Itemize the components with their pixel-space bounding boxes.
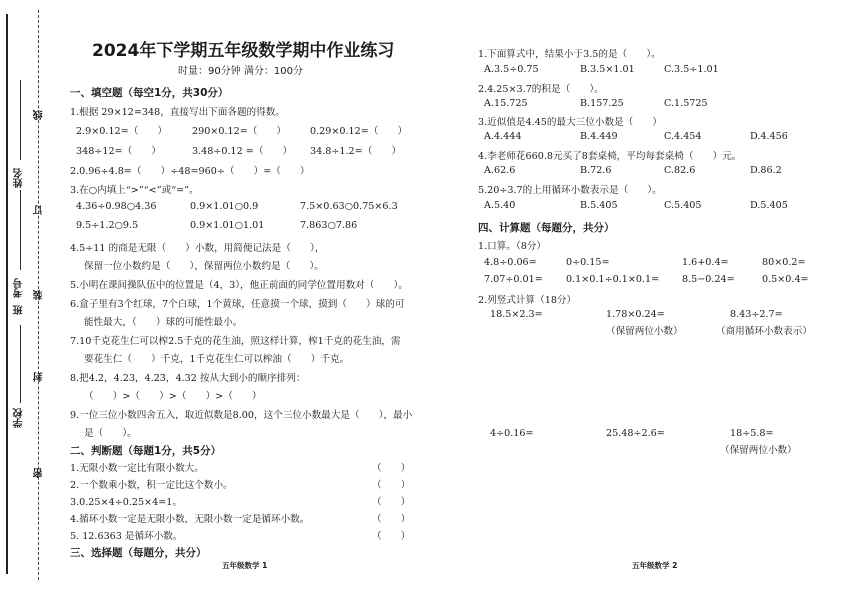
fill-q5: 5.小明在课间操队伍中的位置是（4，3），他正前面的同学位置用数对（ ）。: [70, 280, 408, 291]
choice-option: B.4.449: [580, 131, 618, 142]
choice-q5: 5.20÷3.7的上用循环小数表示是（ ）。: [478, 185, 662, 196]
id-write-line: [20, 190, 21, 270]
section1-heading: 一、填空题（每空1分，共30分）: [70, 87, 229, 99]
choice-option: D.5.4̇05̇: [750, 200, 788, 211]
choice-option: D.4.456: [750, 131, 788, 142]
margin-label-school: 学校: [14, 408, 25, 428]
oral-item: 1.6+0.4=: [682, 257, 729, 268]
oral-item: 0÷0.15=: [566, 257, 610, 268]
choice-option: A.62.6: [484, 165, 516, 176]
exam-title: 2024年下学期五年级数学期中作业练习: [92, 41, 395, 61]
fill-q1-item: 0.29×0.12=（ ）: [310, 126, 408, 137]
choice-option: B.5.40̇5̇: [580, 200, 618, 211]
footer-page-2: 五年级数学 2: [632, 561, 678, 570]
fill-q3: 3.在○内填上“>”“<”或“=”。: [70, 185, 199, 196]
choice-option: C.5.4̇05̇: [664, 200, 702, 211]
fill-q6-line1: 6.盒子里有3个红球，7个白球，1个黄球，任意摸一个球，摸到（ ）球的可: [70, 299, 405, 310]
fill-q3-item: 9.5÷1.2○9.5: [76, 220, 139, 231]
vertical-item: 18÷5.8=: [730, 428, 774, 439]
fill-q1: 1.根据 29×12=348，直接写出下面各题的得数。: [70, 107, 285, 118]
vertical-item: 1.78×0.24=: [606, 309, 665, 320]
oral-item: 0.1×0.1÷0.1×0.1=: [566, 274, 660, 285]
margin-label-name: 姓名: [14, 168, 25, 188]
fill-q8: 8.把4.2̇，4.23，4.2̇3̇，4.32 按从大到小的顺序排列：: [70, 373, 306, 384]
judge-paren: （ ）: [372, 497, 411, 508]
oral-item: 8.5−0.24=: [682, 274, 735, 285]
exam-subtitle: 时量：90分钟 满分：100分: [178, 66, 303, 77]
oral-item: 4.8÷0.06=: [484, 257, 537, 268]
judge-item: 3.0.25×4÷0.25×4=1。: [70, 497, 182, 508]
choice-option: C.4.454: [664, 131, 702, 142]
fill-q1-item: 34.8÷1.2=（ ）: [310, 146, 402, 157]
judge-item: 5. 12.6363 是循环小数。: [70, 531, 183, 542]
judge-paren: （ ）: [372, 514, 411, 525]
judge-item: 1.无限小数一定比有限小数大。: [70, 463, 204, 474]
fill-q1-item: 290×0.12=（ ）: [192, 126, 287, 137]
choice-q3: 3.近似值是4.45的最大三位小数是（ ）: [478, 117, 663, 128]
margin-label-xian: 线: [34, 110, 45, 120]
fill-q3-item: 7.5×0.63○0.75×6.3: [300, 201, 398, 212]
vertical-note: （保留两位小数）: [720, 445, 797, 456]
fill-q3-item: 7.863○7.86̇: [300, 220, 358, 231]
section4-heading: 四、计算题（每题分，共分）: [478, 222, 615, 234]
oral-heading: 1.口算。（8分）: [478, 241, 547, 252]
margin-label-ding: 订: [34, 205, 45, 215]
fill-q1-item: 348÷12=（ ）: [76, 146, 161, 157]
choice-option: B.157.25: [580, 98, 624, 109]
margin-label-zhuang: 装: [34, 290, 45, 300]
section3-heading: 三、选择题（每题分，共分）: [70, 547, 207, 559]
oral-item: 80×0.2=: [762, 257, 806, 268]
page-right: [440, 0, 860, 608]
fill-q7-line2: 要花生仁（ ）千克，1千克花生仁可以榨油（ ）千克。: [84, 354, 350, 365]
judge-item: 4.循环小数一定是无限小数，无限小数一定是循环小数。: [70, 514, 310, 525]
vertical-item: 8.43÷2.7=: [730, 309, 783, 320]
choice-option: C.82.6: [664, 165, 696, 176]
vertical-note: （商用循环小数表示）: [716, 326, 812, 337]
judge-paren: （ ）: [372, 531, 411, 542]
fill-q9-line1: 9.一位三位小数四舍五入，取近似数是8.00，这个三位小数最大是（ ），最小: [70, 410, 413, 421]
fill-q6-line2: 能性最大，（ ）球的可能性最小。: [84, 317, 243, 328]
choice-option: D.86.2: [750, 165, 782, 176]
choice-option: B.3.5×1.01: [580, 64, 635, 75]
fill-q1-item: 2.9×0.12=（ ）: [76, 126, 168, 137]
footer-page-1: 五年级数学 1: [222, 561, 268, 570]
choice-option: C.3.5÷1.01: [664, 64, 719, 75]
fill-q3-item: 0.9×1.01○0.9: [190, 201, 259, 212]
choice-option: A.5.4̇0̇: [484, 200, 516, 211]
binding-edge-line: [6, 14, 8, 574]
fill-q9-line2: 是（ ）。: [84, 428, 137, 439]
vertical-heading: 2.列竖式计算（18分）: [478, 295, 577, 306]
judge-paren: （ ）: [372, 463, 411, 474]
section2-heading: 二、判断题（每题1分，共5分）: [70, 445, 222, 457]
choice-option: A.3.5÷0.75: [484, 64, 539, 75]
fill-q1-item: 3.48÷0.12 =（ ）: [192, 146, 293, 157]
choice-q1: 1.下面算式中，结果小于3.5的是（ ）。: [478, 49, 661, 60]
margin-label-mi: 密: [34, 468, 45, 478]
choice-option: B.72.6: [580, 165, 612, 176]
fill-q8-blanks: （ ）>（ ）>（ ）>（ ）: [84, 391, 262, 402]
fill-q4-line2: 保留一位小数约是（ ），保留两位小数约是（ ）。: [84, 261, 324, 272]
vertical-note: （保留两位小数）: [606, 326, 683, 337]
choice-option: A.15.725: [484, 98, 528, 109]
choice-option: A.4.444: [484, 131, 522, 142]
choice-option: C.1.5725: [664, 98, 708, 109]
vertical-item: 18.5×2.3=: [490, 309, 543, 320]
choice-q2: 2.4.25×3.7的积是（ ）。: [478, 84, 604, 95]
vertical-item: 25.48÷2.6=: [606, 428, 665, 439]
margin-label-class: 班: [14, 305, 25, 315]
judge-item: 2.一个数乘小数，积一定比这个数小。: [70, 480, 233, 491]
school-write-line: [20, 325, 21, 403]
judge-paren: （ ）: [372, 480, 411, 491]
oral-item: 0.5×0.4=: [762, 274, 809, 285]
fill-q3-item: 4.36÷0.98○4.36: [76, 201, 157, 212]
fill-q3-item: 0.9×1.01○1.01: [190, 220, 265, 231]
fill-q7-line1: 7.10千克花生仁可以榨2.5千克的花生油，照这样计算，榨1千克的花生油，需: [70, 336, 401, 347]
fill-q2: 2.0.96÷4.8=（ ）÷48=960÷（ ）=（ ）: [70, 166, 310, 177]
margin-label-feng: 封: [34, 372, 45, 382]
choice-q4: 4.李老师花660.8元买了8套桌椅，平均每套桌椅（ ）元。: [478, 151, 742, 162]
vertical-item: 4÷0.16=: [490, 428, 534, 439]
oral-item: 7.07÷0.01=: [484, 274, 543, 285]
name-write-line: [20, 80, 21, 160]
fill-q4-line1: 4.5÷11 的商是无限（ ）小数，用简便记法是（ ），: [70, 243, 325, 254]
margin-label-id: 考号: [14, 278, 25, 298]
